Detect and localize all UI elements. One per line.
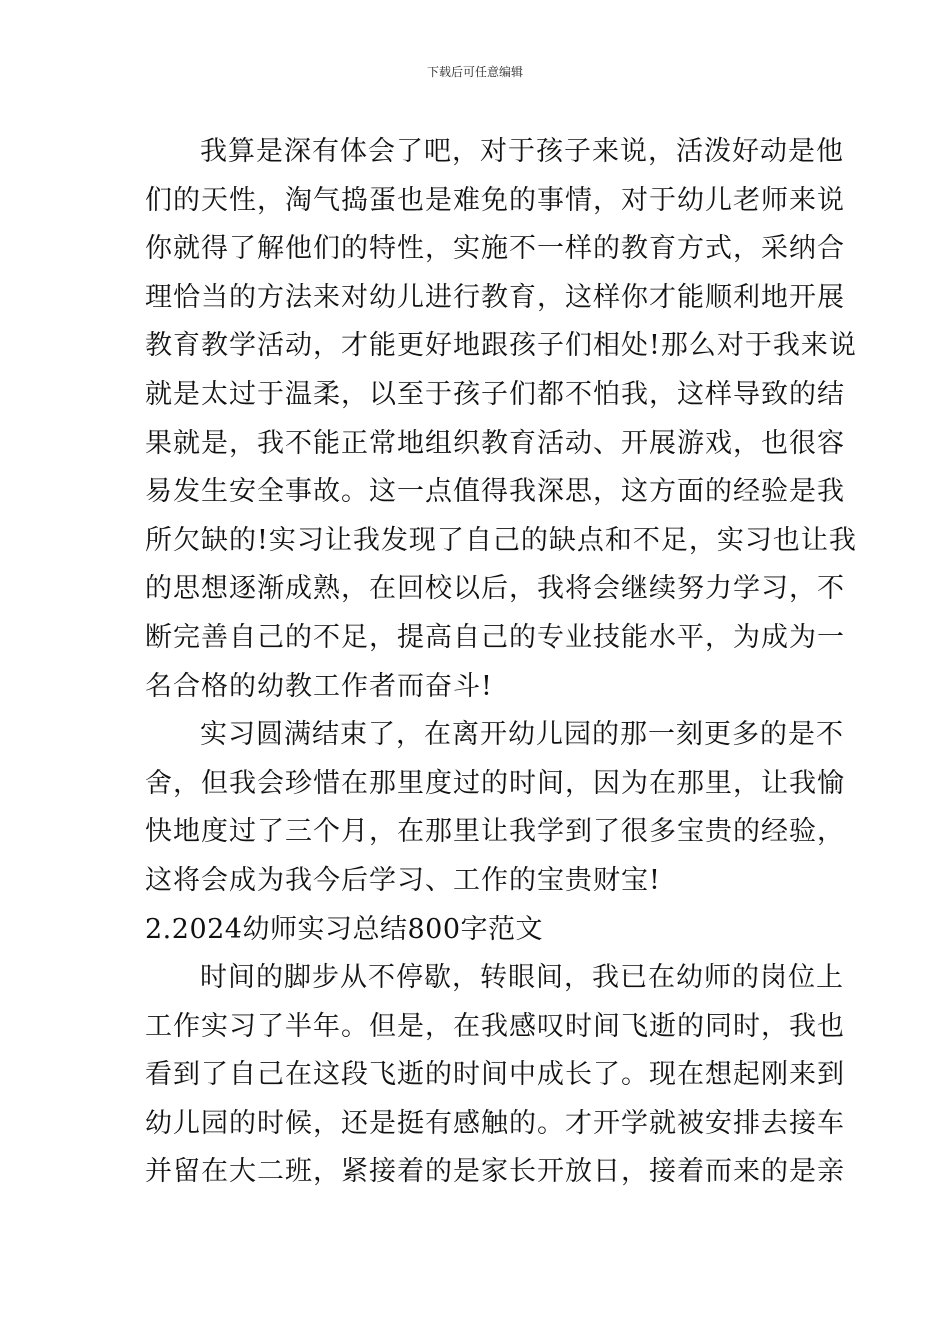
text-line: 我算是深有体会了吧，对于孩子来说，活泼好动是他	[200, 136, 844, 167]
section-heading: 2.2024幼师实习总结800字范文	[145, 913, 544, 945]
text-line: 理恰当的方法来对幼儿进行教育，这样你才能顺利地开展	[145, 281, 845, 313]
text-line: 幼儿园的时候，还是挺有感触的。才开学就被安排去接车	[145, 1107, 845, 1139]
text-line: 实习圆满结束了，在离开幼儿园的那一刻更多的是不	[200, 719, 844, 751]
text-line: 果就是，我不能正常地组织教育活动、开展游戏，也很容	[145, 427, 845, 459]
text-line: 工作实习了半年。但是，在我感叹时间飞逝的同时，我也	[145, 1010, 845, 1042]
text-line: 名合格的幼教工作者而奋斗!	[145, 670, 493, 702]
text-line: 断完善自己的不足，提高自己的专业技能水平，为成为一	[145, 621, 845, 653]
text-line: 时间的脚步从不停歇，转眼间，我已在幼师的岗位上	[200, 962, 844, 994]
text-line: 你就得了解他们的特性，实施不一样的教育方式，采纳合	[145, 233, 845, 265]
text-line: 就是太过于温柔，以至于孩子们都不怕我，这样导致的结	[145, 378, 845, 410]
text-line: 所欠缺的!实习让我发现了自己的缺点和不足，实习也让我	[145, 524, 857, 556]
document-body	[145, 128, 857, 1197]
text-line: 这将会成为我今后学习、工作的宝贵财宝!	[145, 864, 661, 896]
page-header: 下载后可任意编辑	[426, 65, 523, 79]
text-line: 教育教学活动，才能更好地跟孩子们相处!那么对于我来说	[145, 330, 857, 362]
text-line: 易发生安全事故。这一点值得我深思，这方面的经验是我	[145, 476, 845, 508]
text-line: 快地度过了三个月，在那里让我学到了很多宝贵的经验，	[145, 816, 845, 848]
text-line: 的思想逐渐成熟，在回校以后，我将会继续努力学习，不	[145, 573, 845, 605]
text-line: 并留在大二班，紧接着的是家长开放日，接着而来的是亲	[145, 1156, 845, 1188]
text-line: 舍，但我会珍惜在那里度过的时间，因为在那里，让我愉	[145, 767, 845, 799]
text-line: 看到了自己在这段飞逝的时间中成长了。现在想起刚来到	[145, 1059, 845, 1091]
text-line: 们的天性，淘气捣蛋也是难免的事情，对于幼儿老师来说	[145, 184, 845, 216]
